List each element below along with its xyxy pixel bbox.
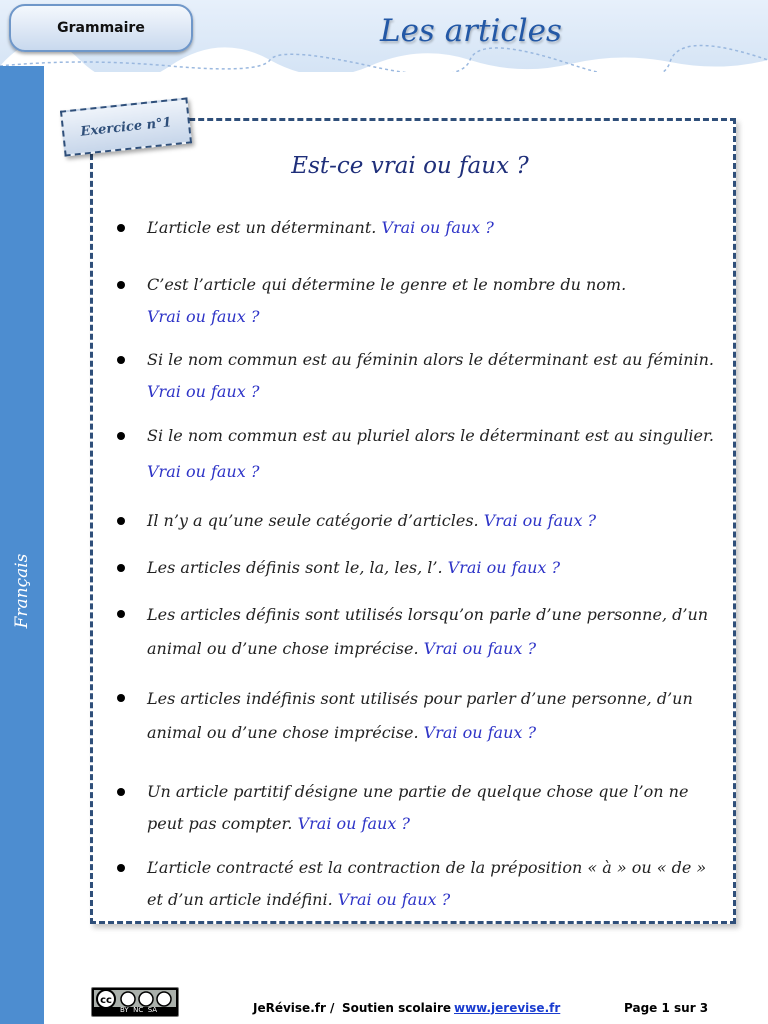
- true-false-prompt: Vrai ou faux ?: [147, 307, 260, 326]
- item-text: [147, 344, 717, 408]
- footer: [0, 984, 768, 1024]
- subject-sidebar: [0, 66, 44, 1024]
- exercise-heading: Est-ce vrai ou faux ?: [291, 153, 529, 179]
- bullet: [117, 694, 125, 702]
- page-title: Les articles: [380, 13, 562, 49]
- true-false-prompt: Vrai ou faux ?: [147, 382, 260, 401]
- license-badge[interactable]: [91, 987, 179, 1017]
- item-text: [147, 552, 717, 584]
- statement: Si le nom commun est au féminin alors le déterminant est au féminin.: [147, 350, 715, 369]
- statement: Les articles définis sont le, la, les, l’.: [147, 558, 448, 577]
- item-text: [147, 598, 717, 666]
- bullet: [117, 564, 125, 572]
- item-text: [147, 212, 717, 244]
- statement: C’est l’article qui détermine le genre et le nombre du nom.: [147, 275, 627, 294]
- statement: Les articles indéfinis sont utilisés pour parler d’une personne, d’un animal ou d’une chose imprécise.: [147, 689, 693, 742]
- bullet: [117, 864, 125, 872]
- footer-link[interactable]: www.jerevise.fr: [454, 1001, 561, 1015]
- item-text: [147, 269, 717, 333]
- bullet: [117, 432, 125, 440]
- exercise-tag: Exercice n°1: [60, 97, 192, 156]
- statement: Un article partitif désigne une partie de quelque chose que l’on ne peut pas compter.: [147, 782, 689, 833]
- true-false-prompt: Vrai ou faux ?: [483, 511, 597, 530]
- header: [0, 0, 768, 72]
- statement: L’article contracté est la contraction de la préposition « à » ou « de » et d’un article indéfini.: [147, 858, 707, 909]
- item-text: [147, 420, 717, 488]
- true-false-prompt: Vrai ou faux ?: [147, 462, 260, 481]
- footer-tagline: Soutien scolaire: [342, 1001, 452, 1015]
- bullet: [117, 610, 125, 618]
- statement: Les articles définis sont utilisés lorsqu’on parle d’une personne, d’un animal ou d’une chose imprécise.: [147, 605, 709, 658]
- bullet: [117, 788, 125, 796]
- item-text: [147, 505, 717, 537]
- item-text: [147, 776, 717, 840]
- statement: Il n’y a qu’une seule catégorie d’articles.: [147, 511, 484, 530]
- subject-label: Français: [12, 553, 32, 629]
- footer-separator: /: [330, 1001, 335, 1015]
- svg-text:cc: cc: [100, 995, 112, 1006]
- page-indicator: Page 1 sur 3: [624, 1001, 709, 1015]
- item-text: [147, 682, 717, 750]
- bullet: [117, 517, 125, 525]
- true-false-prompt: Vrai ou faux ?: [423, 723, 537, 742]
- true-false-prompt: Vrai ou faux ?: [297, 814, 410, 833]
- bullet: [117, 224, 125, 232]
- category-badge: Grammaire: [9, 4, 193, 52]
- item-text: [147, 852, 717, 916]
- footer-site: JeRévise.fr: [253, 1001, 326, 1015]
- statement: Si le nom commun est au pluriel alors le déterminant est au singulier.: [147, 426, 714, 445]
- bullet: [117, 356, 125, 364]
- true-false-prompt: Vrai ou faux ?: [447, 558, 561, 577]
- license-text: BY NC SA: [120, 1006, 158, 1014]
- bullet: [117, 281, 125, 289]
- statement: L’article est un déterminant.: [147, 218, 382, 237]
- true-false-prompt: Vrai ou faux ?: [423, 639, 537, 658]
- true-false-prompt: Vrai ou faux ?: [337, 890, 451, 909]
- true-false-prompt: Vrai ou faux ?: [381, 218, 494, 237]
